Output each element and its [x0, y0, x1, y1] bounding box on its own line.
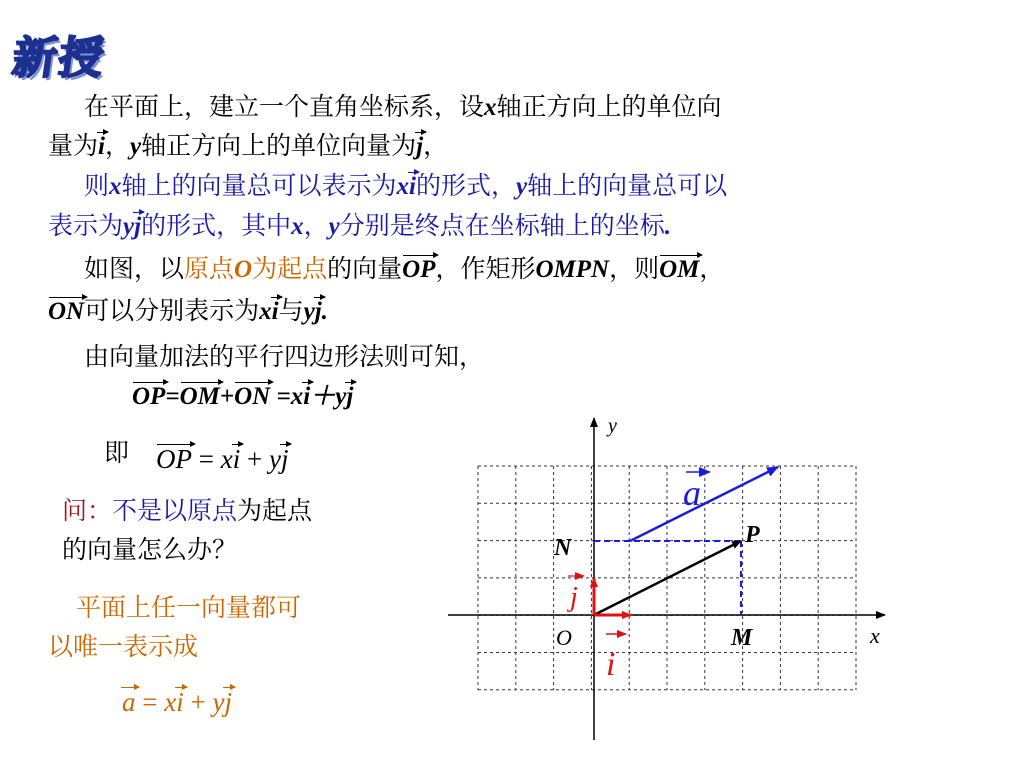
var-x: x	[290, 383, 304, 410]
para3-text: 可以分别表示为	[84, 296, 260, 325]
para3-line2	[48, 292, 328, 331]
vector-i: i	[303, 378, 310, 416]
para2-text: ，	[303, 211, 329, 240]
para4-equation	[132, 377, 353, 416]
vector-i: i	[98, 128, 105, 166]
plus-sign: +	[183, 687, 213, 717]
plus-sign: +	[219, 383, 235, 410]
var-x: x	[220, 444, 233, 474]
para3-text: ，	[699, 254, 725, 283]
para1-text: 轴正方向上的单位向量为	[141, 131, 417, 160]
eq-sign: =	[192, 444, 221, 474]
question-text-blue: 不是以原点	[112, 496, 238, 525]
var-y: y	[303, 298, 315, 325]
para1-text: 在平面上，建立一个直角坐标系，设	[84, 92, 485, 121]
question-line1	[62, 492, 312, 530]
para2-text: 的形式，其中	[141, 211, 292, 240]
vector-j-label: j	[570, 582, 578, 613]
vector-i-label: i	[606, 646, 616, 683]
vector-j: j	[134, 208, 141, 246]
period: .	[664, 213, 671, 240]
var-y: y	[129, 133, 142, 160]
question-text: 为起点	[237, 496, 313, 525]
answer-line2: 以唯一表示成	[48, 632, 199, 661]
ji-formula	[156, 440, 288, 478]
para3-text: 与	[278, 296, 304, 325]
plus-sign: ＋	[310, 383, 336, 410]
coordinate-diagram	[440, 410, 900, 760]
rect-OMPN: OMPN	[535, 256, 610, 283]
para2-text: 轴上的向量总可以表示为	[121, 171, 397, 200]
para3-line1	[84, 250, 724, 289]
answer-formula	[122, 683, 232, 721]
eq-sign: =	[135, 687, 165, 717]
answer-line1: 平面上任一向量都可	[76, 593, 302, 622]
x-axis-label: x	[870, 623, 880, 648]
vector-i: i	[409, 168, 416, 206]
vector-OP: OP	[402, 251, 435, 289]
para1-text: ，	[423, 131, 449, 160]
vector-j: j	[346, 378, 353, 416]
vector-j: j	[416, 128, 423, 166]
var-y: y	[328, 213, 340, 240]
var-y: y	[516, 173, 528, 200]
vector-i: i	[272, 293, 279, 331]
y-axis-label: y	[608, 415, 617, 437]
var-y: y	[212, 687, 225, 717]
var-O: O	[234, 256, 253, 283]
eq-sign: =	[165, 383, 180, 410]
para2-line1	[84, 167, 727, 206]
var-y: y	[335, 383, 347, 410]
para2-text: 则	[84, 171, 110, 200]
para3-text: 如图，以	[84, 254, 185, 283]
vector-j: j	[224, 683, 232, 721]
para1-line2	[48, 127, 448, 166]
para4-line1: 由向量加法的平行四边形法则可知，	[84, 342, 485, 371]
para1-text: ，	[104, 131, 130, 160]
var-x: x	[259, 298, 272, 325]
para2-text: 表示为	[48, 211, 124, 240]
para3-text: ，则	[609, 254, 660, 283]
point-M-label: M	[731, 625, 753, 651]
vector-ON: ON	[48, 293, 84, 331]
point-N-label: N	[554, 535, 572, 561]
vector-OP: OP	[156, 440, 192, 478]
vector-OM: OM	[180, 378, 220, 416]
vector-j: j	[315, 293, 322, 331]
var-x: x	[164, 687, 177, 717]
para2-line2	[48, 207, 671, 246]
question-line2: 的向量怎么办？	[62, 535, 238, 564]
para3-text: 的向量	[327, 254, 403, 283]
vector-i: i	[176, 683, 184, 721]
para1-line1	[84, 88, 722, 127]
vector-ON: ON	[234, 378, 270, 416]
eq-sign: =	[270, 383, 291, 410]
vector-a: a	[122, 683, 136, 721]
var-x: x	[109, 173, 122, 200]
var-x: x	[396, 173, 410, 200]
origin-text: 原点	[184, 254, 235, 283]
origin-label: O	[556, 625, 572, 650]
vector-a-label: a	[683, 473, 701, 513]
title-badge: 新授	[9, 33, 109, 84]
period: .	[321, 298, 328, 325]
var-y: y	[123, 213, 135, 240]
para2-text: 的形式，	[415, 171, 516, 200]
point-P-label: P	[745, 522, 760, 548]
vector-OM: OM	[659, 251, 699, 289]
para2-text: 分别是终点在坐标轴上的坐标	[339, 211, 665, 240]
var-x: x	[291, 213, 304, 240]
start-point-text: 为起点	[252, 254, 328, 283]
var-y: y	[268, 444, 281, 474]
question-prefix: 问：	[62, 496, 113, 525]
vector-i: i	[233, 440, 241, 478]
para3-text: ，作矩形	[435, 254, 536, 283]
plus-sign: +	[240, 444, 269, 474]
para2-text: 轴上的向量总可以	[527, 171, 728, 200]
var-x: x	[484, 94, 497, 121]
para1-text: 量为	[48, 131, 99, 160]
para1-text: 轴正方向上的单位向	[496, 92, 722, 121]
ji-label: 即	[104, 438, 130, 467]
vector-OP: OP	[132, 378, 165, 416]
vector-j: j	[281, 440, 289, 478]
